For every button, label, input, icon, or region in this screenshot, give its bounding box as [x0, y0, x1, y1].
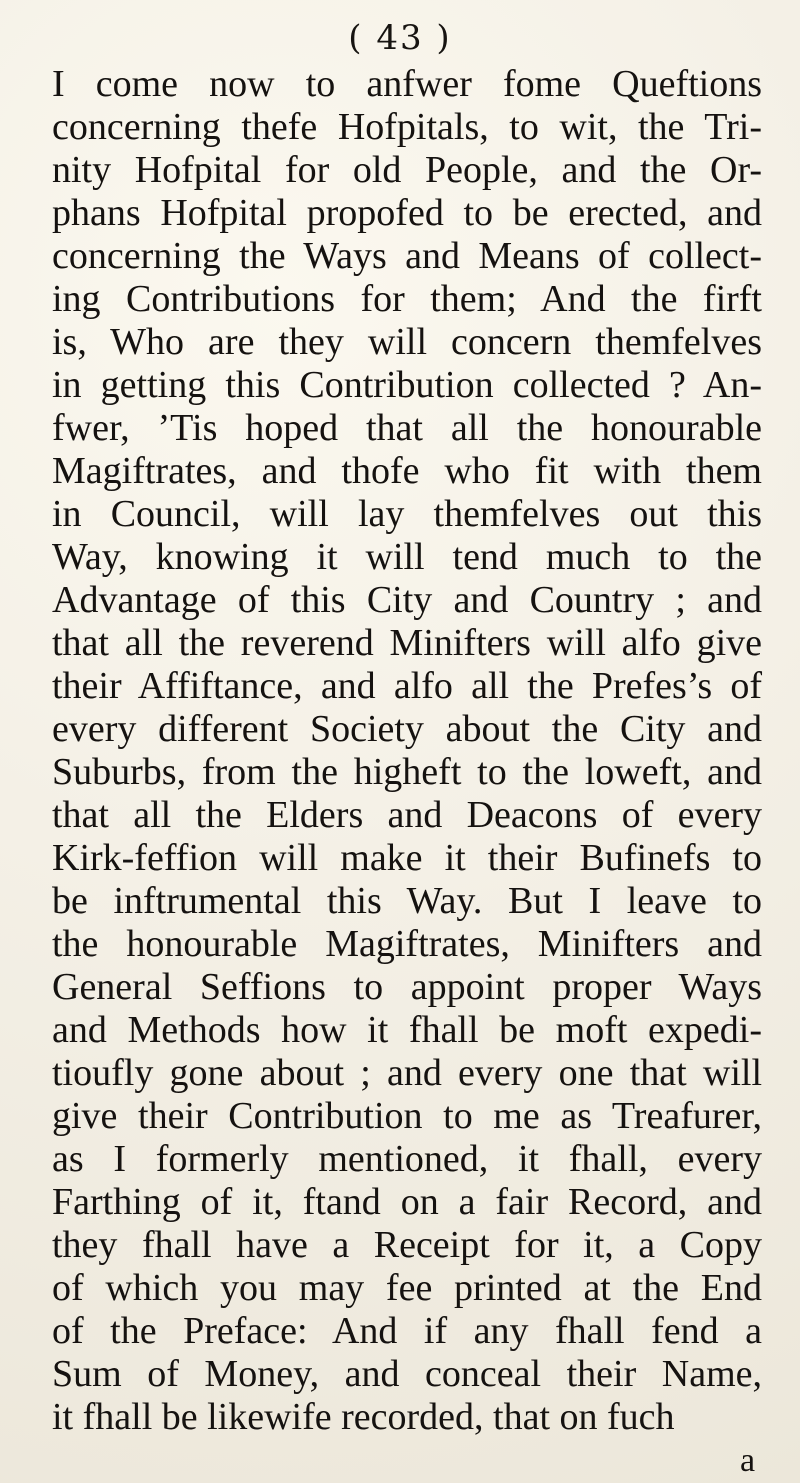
text-line: their Affiftance, and alfo all the Prefes’s of: [52, 665, 762, 707]
text-line: Suburbs, from the higheft to the loweft, and: [52, 751, 762, 793]
text-line: Magiftrates, and thofe who fit with them: [52, 450, 762, 492]
text-line: of which you may fee printed at the End: [52, 1267, 762, 1309]
text-line: General Seffions to appoint proper Ways: [52, 966, 762, 1008]
text-line: is, Who are they will concern themfelves: [52, 321, 762, 363]
text-line: of the Preface: And if any fhall fend a: [52, 1310, 762, 1352]
text-line: Way, knowing it will tend much to the: [52, 536, 762, 578]
catchword: a: [740, 1442, 756, 1479]
text-line: the honourable Magiftrates, Minifters and: [52, 923, 762, 965]
text-line: ing Contributions for them; And the firft: [52, 278, 762, 320]
text-line: I come now to anfwer fome Queftions: [52, 63, 762, 105]
text-line: be inftrumental this Way. But I leave to: [52, 880, 762, 922]
text-line: in Council, will lay themfelves out this: [52, 493, 762, 535]
text-line: that all the Elders and Deacons of every: [52, 794, 762, 836]
text-line: every different Society about the City and: [52, 708, 762, 750]
text-line: fwer, ’Tis hoped that all the honourable: [52, 407, 762, 449]
text-line: Kirk-feffion will make it their Bufinefs to: [52, 837, 762, 879]
text-line: phans Hofpital propofed to be erected, and: [52, 192, 762, 234]
page-number: ( 43 ): [348, 18, 452, 58]
body-text: [0, 62, 800, 1480]
text-line: they fhall have a Receipt for it, a Copy: [52, 1224, 762, 1266]
text-line: concerning thefe Hofpitals, to wit, the Tri-: [52, 106, 762, 148]
text-line: Advantage of this City and Country ; and: [52, 579, 762, 621]
text-line: and Methods how it fhall be moft expedi-: [52, 1009, 762, 1051]
text-line: in getting this Contribution collected ? An-: [52, 364, 762, 406]
text-line: as I formerly mentioned, it fhall, every: [52, 1138, 762, 1180]
text-line: that all the reverend Minifters will alfo give: [52, 622, 762, 664]
text-line: give their Contribution to me as Treafurer,: [52, 1095, 762, 1137]
text-line: Farthing of it, ftand on a fair Record, and: [52, 1181, 762, 1223]
text-line: it fhall be likewife recorded, that on fuch: [52, 1396, 675, 1438]
text-line: nity Hofpital for old People, and the Or-: [52, 149, 762, 191]
text-line: concerning the Ways and Means of collect-: [52, 235, 762, 277]
text-line: tioufly gone about ; and every one that will: [52, 1052, 762, 1094]
text-line: Sum of Money, and conceal their Name,: [52, 1353, 762, 1395]
